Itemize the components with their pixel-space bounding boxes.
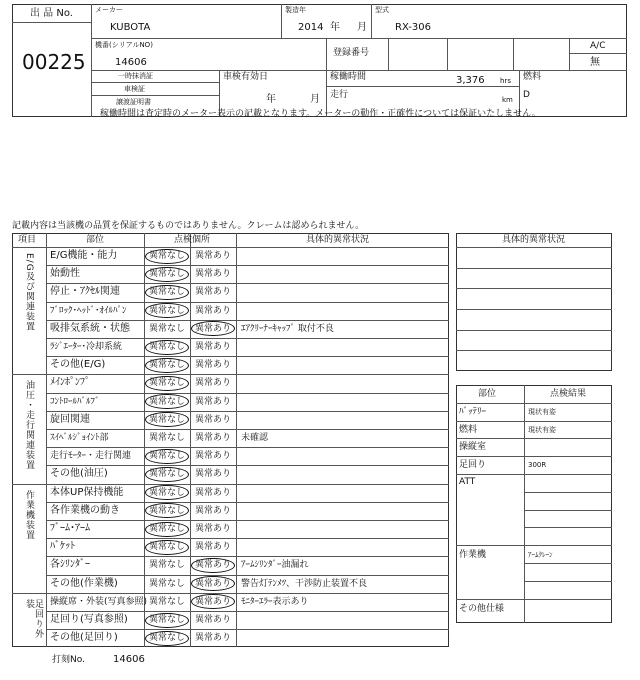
row-abnormal-option: 異常あり (195, 633, 232, 644)
row-abnormal-option: 異常あり (195, 469, 232, 480)
row-abnormal-option: 異常あり (195, 414, 232, 425)
row-normal-option: 異常なし (149, 378, 186, 389)
year-unit: 年 (330, 22, 340, 33)
side-att-label: ATT (459, 477, 476, 487)
row-part-label: 各ｼﾘﾝﾀﾞｰ (50, 559, 90, 571)
row-normal-option: 異常なし (149, 414, 186, 425)
table-header-detail: 具体的異常状況 (306, 235, 370, 245)
row-normal-option: 異常なし (149, 542, 186, 553)
row-normal-option: 異常なし (149, 524, 186, 534)
row-normal-option: 異常なし (149, 287, 186, 298)
row-normal-option: 異常なし (149, 360, 186, 371)
registration-label: 登録番号 (333, 48, 370, 58)
row-abnormal-option: 異常あり (195, 487, 232, 498)
row-normal-option: 異常なし (149, 269, 186, 280)
row-part-label: 操縦席・外装(写真参照) (50, 596, 148, 607)
row-normal-option: 異常なし (149, 396, 186, 407)
row-abnormal-option: 異常あり (195, 269, 232, 280)
row-part-label: 吸排気系統・状態 (50, 322, 130, 334)
normal-circle-mark (145, 267, 189, 282)
row-part-label: ｽｲﾍﾞﾙｼﾞｮｲﾝﾄ部 (50, 433, 109, 443)
row-part-label: E/G機能・能力 (50, 250, 118, 261)
km-unit: km (502, 96, 513, 104)
row-part-label: その他(油圧) (50, 468, 108, 480)
side-row-part: 操縦室 (459, 442, 487, 453)
row-part-label: 走行ﾓｰﾀｰ・走行関連 (50, 451, 132, 462)
lot-label: 出 品 No. (30, 8, 73, 19)
inspection-expiry-label: 車検有効日 (223, 72, 269, 82)
normal-circle-mark (145, 522, 189, 537)
normal-circle-mark (145, 631, 189, 646)
row-abnormal-option: 異常あり (195, 360, 232, 371)
row-abnormal-option: 異常あり (195, 560, 232, 571)
row-part-label: その他(E/G) (50, 359, 106, 371)
side-row-part: 足回り (459, 460, 487, 471)
year-value: 2014 (298, 22, 324, 33)
maker-value: KUBOTA (110, 22, 151, 33)
normal-circle-mark (145, 285, 189, 300)
row-abnormal-option: 異常あり (195, 342, 232, 352)
row-abnormal-option: 異常あり (195, 378, 232, 389)
inspection-cert-label: 車検証 (124, 85, 145, 93)
group-label: 作業機装置 (24, 489, 34, 540)
model-value: RX-306 (395, 22, 431, 33)
disclaimer: 記載内容は当該機の品質を保証するものではありません。クレームは認められません。 (12, 221, 365, 231)
row-detail: ｱｰﾑｼﾘﾝﾀﾞｰ油漏れ (241, 560, 309, 571)
row-abnormal-option: 異常あり (195, 505, 232, 516)
row-abnormal-option: 異常あり (195, 433, 232, 443)
normal-circle-mark (145, 340, 189, 355)
row-abnormal-option: 異常あり (195, 596, 232, 607)
row-abnormal-option: 異常あり (195, 323, 232, 334)
row-part-label: 旋回関連 (50, 413, 90, 425)
normal-circle-mark (145, 376, 189, 391)
row-part-label: ﾌﾞﾛｯｸ･ﾍｯﾄﾞ･ｵｲﾙﾊﾟﾝ (50, 305, 127, 316)
side-row-result: 現状有姿 (528, 425, 556, 434)
normal-circle-mark (145, 449, 189, 464)
row-normal-option: 異常なし (149, 342, 186, 352)
table-header-check: 点検個所 (174, 235, 211, 245)
row-part-label: 足回り(写真参照) (50, 614, 128, 625)
maker-label: メーカー (95, 6, 123, 14)
lot-number: 00225 (22, 50, 86, 74)
row-abnormal-option: 異常あり (195, 396, 232, 407)
row-detail: 警告灯ﾃﾝﾒﾂ、干渉防止装置不良 (241, 578, 368, 589)
row-part-label: 始動性 (50, 268, 80, 280)
side-row-part: 燃料 (459, 424, 478, 435)
row-normal-option: 異常なし (149, 305, 186, 316)
row-normal-option: 異常なし (149, 615, 186, 625)
side-row-part: ﾊﾞｯﾃﾘｰ (459, 406, 487, 417)
row-normal-option: 異常なし (149, 560, 186, 571)
side-detail-header: 具体的異常状況 (502, 235, 566, 245)
hours-note: 稼働時間は査定時のメーター表示の記載となります。メーターの動作・正確性については保証いたしません。 (100, 109, 541, 119)
row-part-label: 停止・ｱｸｾﾙ関連 (50, 286, 120, 298)
row-abnormal-option: 異常あり (195, 524, 232, 534)
hours-value: 3,376 (456, 75, 485, 86)
group-label: E/G及び関連装置 (24, 253, 34, 332)
side-work-value: ｱｰﾑｸﾚｰﾝ (528, 551, 553, 560)
row-abnormal-option: 異常あり (195, 305, 232, 316)
row-abnormal-option: 異常あり (195, 578, 232, 589)
ac-value: 無 (590, 57, 600, 68)
row-part-label: ｺﾝﾄﾛｰﾙﾊﾞﾙﾌﾞ (50, 396, 100, 407)
fuel-value: D (523, 90, 530, 100)
row-part-label: ﾊﾞｹｯﾄ (50, 541, 75, 553)
row-normal-option: 異常なし (149, 633, 186, 644)
side-other-label: その他仕様 (459, 603, 505, 614)
mileage-label: 走行 (330, 90, 349, 100)
ac-label: A/C (590, 41, 606, 51)
row-detail: 未確認 (241, 433, 269, 443)
row-normal-option: 異常なし (149, 251, 186, 261)
row-normal-option: 異常なし (149, 433, 186, 443)
side-col-part: 部位 (478, 389, 497, 399)
row-abnormal-option: 異常あり (195, 451, 232, 462)
row-normal-option: 異常なし (149, 487, 186, 498)
year-label: 製造年 (285, 6, 306, 14)
row-normal-option: 異常なし (149, 323, 186, 334)
row-normal-option: 異常なし (149, 469, 186, 480)
row-part-label: 各作業機の動き (50, 504, 120, 516)
row-part-label: ﾒｲﾝﾎﾟﾝﾌﾟ (50, 377, 90, 389)
row-part-label: その他(作業機) (50, 577, 118, 589)
group-label: 足回り外装 (24, 598, 43, 639)
row-detail: ﾓﾆﾀｰｴﾗｰ表示あり (241, 596, 309, 607)
row-abnormal-option: 異常あり (195, 542, 232, 553)
normal-circle-mark (145, 249, 189, 264)
expiry-year-unit: 年 (266, 94, 276, 105)
abnormal-circle-mark (191, 558, 235, 573)
transfer-cert-label: 譲渡証明書 (116, 98, 151, 106)
row-part-label: その他(足回り) (50, 632, 118, 644)
row-normal-option: 異常なし (149, 596, 186, 607)
hours-label: 稼働時間 (330, 72, 367, 82)
group-label: 油圧・走行関連装置 (24, 380, 34, 471)
expiry-month-unit: 月 (310, 94, 320, 105)
serial-value: 14606 (115, 57, 147, 68)
row-abnormal-option: 異常あり (195, 251, 232, 261)
normal-circle-mark (145, 540, 189, 555)
serial-label: 機番(シリアルNO) (95, 41, 153, 49)
side-col-result: 点検結果 (550, 389, 587, 399)
side-work-label: 作業機 (459, 550, 487, 561)
row-normal-option: 異常なし (149, 578, 186, 589)
stamp-number: 14606 (113, 654, 145, 665)
row-part-label: ﾌﾞｰﾑ･ｱｰﾑ (50, 523, 90, 534)
hours-unit: hrs (500, 77, 511, 85)
row-abnormal-option: 異常あり (195, 615, 232, 625)
row-normal-option: 異常なし (149, 451, 186, 462)
side-row-result: 現状有姿 (528, 407, 556, 416)
side-row-result: 300R (528, 461, 547, 470)
row-part-label: 本体UP保持機能 (50, 486, 124, 498)
temp-plate-label: 一時抹消証 (118, 72, 153, 80)
month-unit: 月 (357, 22, 367, 33)
row-detail: ｴｱｸﾘｰﾅｰｷｬｯﾌﾟ 取付不良 (241, 323, 334, 334)
model-label: 型式 (375, 6, 389, 14)
stamp-label: 打刻No. (52, 655, 85, 665)
normal-circle-mark (145, 467, 189, 482)
fuel-label: 燃料 (523, 72, 542, 82)
row-abnormal-option: 異常あり (195, 287, 232, 298)
normal-circle-mark (145, 358, 189, 373)
row-normal-option: 異常なし (149, 505, 186, 516)
row-part-label: ﾗｼﾞｴｰﾀｰ･冷却系統 (50, 342, 123, 352)
table-header-item: 項目 (18, 235, 37, 245)
normal-circle-mark (145, 613, 189, 628)
table-header-part: 部位 (86, 235, 105, 245)
